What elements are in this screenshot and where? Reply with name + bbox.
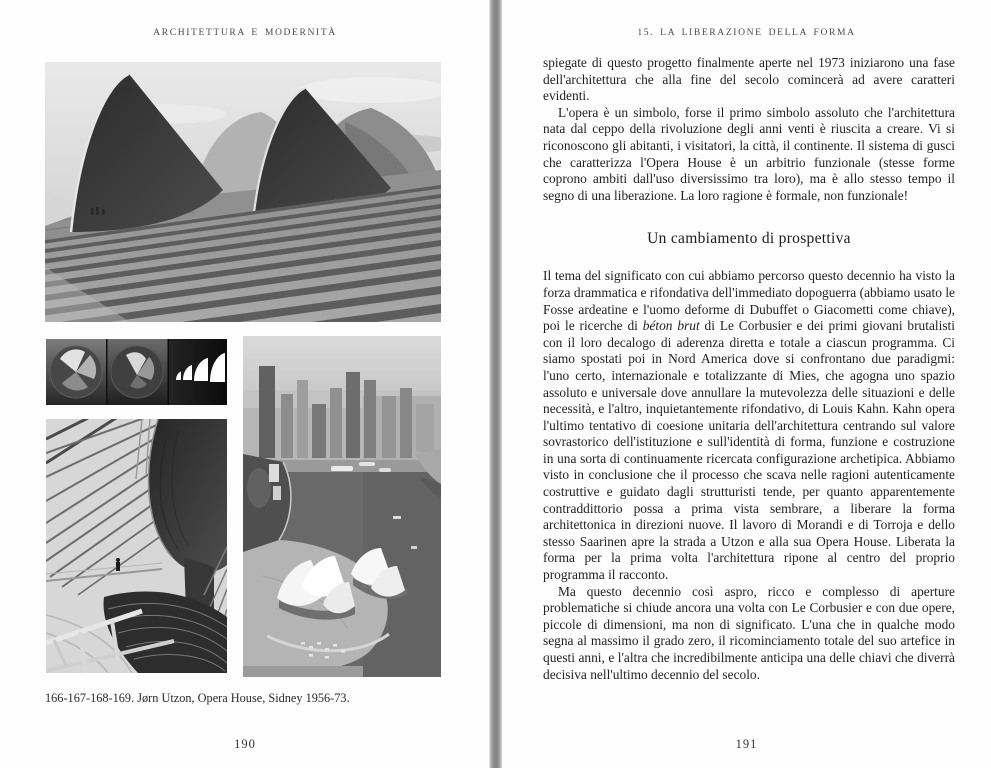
running-header-left: ARCHITETTURA E MODERNITÀ [153,27,337,38]
figure-shell-model-panels [46,339,227,405]
page-number-left: 190 [234,737,256,751]
paragraph: Il tema del significato con cui abbiamo percorso questo decennio ha visto la forza drammatica e rifondativa dell'immediato dopoguerra (abbiamo usato le Fosse ardeatine e l'uomo deforme di Dubuffet o Giacometti come chiave), poi le ricerche di béton brut di Le Corbusier e dei primi giovani brutalisti con il loro decalogo di aderenza diretta e totale a ciascun programma. Ci siamo spostati poi in Nord America dove si confrontano due paradigmi: l'uno certo, internazionale e totalizzante di Mies, che agogna uno spazio assoluto e universale dove annullare la mutevolezza delle situazioni e delle necessità, e l'altro, inquietantemente rifondativo, di Louis Kahn. Kahn opera l'ultimo tentativo di coesione unitaria dell'architettura centrando sul valore sovrastorico dell'istituzione e sull'identità di forma, funzione e costruzione in una sorta di continuamente ricercata configurazione archetipica. Abbiamo visto in conclusione che il processo che scava nelle ragioni autenticamente costruttive e guidato dagli strutturisti tende, per quanto apparentemente contraddittorio possa a prima vista sembrare, a liberare la forma architettonica in direzioni nuove. Il lavoro di Morandi e di Torroja e dello stesso Saarinen apre la strada a Utzon e alla sua Opera House. Liberata la forma per la prima volta l'architettura ripone al centro del proprio programma il racconto. [543,268,955,583]
opera-house-shells-steps-photo [45,62,441,322]
right-page [502,0,991,768]
running-header-right: 15. LA LIBERAZIONE DELLA FORMA [637,27,856,38]
figure-harbour-aerial [243,336,441,677]
paragraph-group-after [543,268,955,683]
sydney-harbour-aerial-photo [243,336,441,677]
paragraph: L'opera è un simbolo, forse il primo simbolo assoluto che l'architettura nata dal ceppo della rivoluzione degli anni venti è riuscita a creare. Vi si riconoscono gli abitanti, i visitatori, la città, il continente. Il sistema di gusci che caratterizza l'Opera House è un arbitrio funzionale (stesse forme coprono ambiti dall'uso diversissimo tra loro), ma è allo stesso tempo il segno di una liberazione. La loro ragione è formale, non funzionale! [543,104,955,203]
figure-caption: 166-167-168-169. Jørn Utzon, Opera House, Sidney 1956-73. [45,691,350,705]
section-heading: Un cambiamento di prospettiva [647,230,851,248]
paragraph-group-before [543,55,955,204]
figure-interior-construction [46,419,227,673]
shell-sphere-model-panels [46,339,227,405]
left-page [0,0,490,768]
page-number-right: 191 [735,737,758,751]
interior-construction-photo [46,419,227,673]
text-column [543,55,955,683]
book-gutter [489,0,502,768]
paragraph: spiegate di questo progetto finalmente aperte nel 1973 iniziarono una fase dell'architettura che alla fine del secolo comincerà ad avere caratteri evidenti. [543,55,955,104]
figure-opera-house-steps [45,62,441,322]
paragraph: Ma questo decennio così aspro, ricco e complesso di aperture problematiche si chiude ancora una volta con Le Corbusier e con due opere, piccole di dimensioni, ma non di significato. L'una che in qualche modo segna al massimo il grado zero, il ricominciamento totale del suo artefice in questi anni, e l'altra che incredibilmente anticipa una delle chiavi che diverrà decisiva nell'ultimo decennio del secolo. [543,583,955,682]
